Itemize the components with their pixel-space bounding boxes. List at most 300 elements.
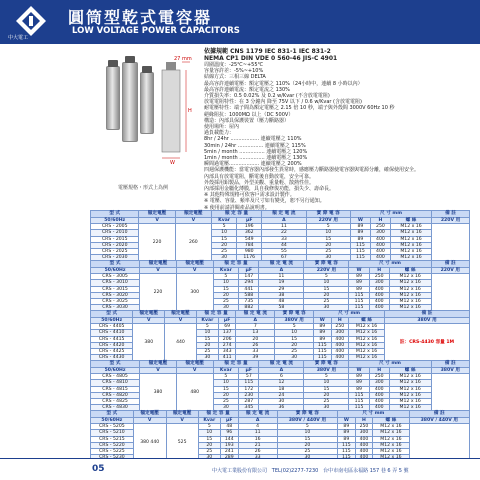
table-cell: 57 xyxy=(239,374,259,380)
page-number: 05 xyxy=(92,464,105,474)
table-cell: 11 xyxy=(238,430,277,436)
table-cell: M12 x 16 xyxy=(389,280,431,286)
logo-text: 中大電工 xyxy=(8,35,29,41)
table-cell xyxy=(409,424,469,461)
spec-line: 耐電壓特性：端子間為額定電壓之 2.15 倍 10 秒，端子與外殼間 3000V 60Hz 10 秒 xyxy=(204,105,395,112)
table-cell: 25 xyxy=(211,249,236,255)
standard-line: 依據規範 CNS 1179 IEC 831-1 IEC 831-2 xyxy=(204,48,331,55)
table-header-cell: 型 式 xyxy=(91,261,140,268)
table-header-cell: 型 式 xyxy=(91,211,139,218)
table-cell: 10 xyxy=(277,430,337,436)
table-cell: 220 xyxy=(140,274,177,311)
table-header-cell: μF xyxy=(237,218,262,224)
table-cell: 15 xyxy=(304,386,349,392)
table-cell: 172 xyxy=(239,386,259,392)
table-cell: 11 xyxy=(262,224,306,230)
table-header-cell: 50/60Hz xyxy=(91,318,133,324)
table-header-cell: 型 式 xyxy=(91,311,133,318)
spec-line: 最高容許連續電壓：額定電壓之 110%（24小時中，連續 8 小時以內） xyxy=(204,80,363,87)
table-cell: 39 xyxy=(236,355,275,361)
table-cell: 20 xyxy=(213,392,239,398)
table-header-cell: 380V / 440V 用 xyxy=(409,418,469,424)
table-cell: M12 x 16 xyxy=(373,436,409,442)
table-header-cell: 實 際 電 容 xyxy=(304,361,349,368)
table-cell: 300 xyxy=(176,274,213,311)
table-cell: M12 x 16 xyxy=(373,430,409,436)
table-cell: 115 xyxy=(350,249,370,255)
table-cell: 25 xyxy=(306,249,350,255)
table-cell: 註：CRS-4430 容量 1M xyxy=(385,324,470,361)
table-header-cell: W xyxy=(338,418,356,424)
table-header-cell: 380V 用 xyxy=(385,318,470,324)
table-cell: 15 xyxy=(275,336,314,342)
dimension-top-label: 27 mm xyxy=(174,56,192,62)
table-cell xyxy=(432,224,470,261)
spec-list xyxy=(204,62,474,211)
table-header-cell: 型 式 xyxy=(91,361,140,368)
table-cell: 89 xyxy=(349,286,369,292)
table-cell: M12 x 16 xyxy=(373,442,409,448)
table-cell: CRS - 2025 xyxy=(91,249,139,255)
table-cell: 400 xyxy=(369,305,389,311)
table-cell: M12 x 16 xyxy=(349,330,385,336)
table-header-cell: W xyxy=(349,268,369,274)
table-cell: 400 xyxy=(369,386,389,392)
table-cell: CRS - 4405 xyxy=(91,324,133,330)
table-cell: 250 xyxy=(355,424,373,430)
table-cell: 25 xyxy=(304,299,349,305)
spec-line: ※ 電壓、容量、頻率及尺寸如有變更，恕不另行通知。 xyxy=(204,198,325,205)
table-header-cell: 額定電壓 xyxy=(166,411,198,418)
table-header-cell: 額 定 容 量 xyxy=(213,261,259,268)
table-cell: 69 xyxy=(218,324,235,330)
table-cell: 89 xyxy=(338,424,356,430)
table-cell: M12 x 16 xyxy=(390,230,431,236)
table-cell: CRS - 4820 xyxy=(91,392,140,398)
table-cell: 15 xyxy=(211,236,236,242)
table-cell: 400 xyxy=(369,392,389,398)
table-row xyxy=(91,274,470,280)
table-header-cell: 額定電壓 xyxy=(140,261,177,268)
spec-line: 四週保護機能：當電容器內部發生異常時，感應壓力斷路器使電容器與電源分離，確保使用安全。 xyxy=(204,167,420,174)
table-cell xyxy=(431,374,469,411)
table-cell: 241 xyxy=(220,449,238,455)
table-header-cell: 額定電壓 xyxy=(176,361,213,368)
table-cell: M12 x 16 xyxy=(389,299,431,305)
table-cell: 441 xyxy=(239,286,259,292)
table-cell: 274 xyxy=(218,342,235,348)
table-header-cell: 380V 用 xyxy=(275,318,314,324)
table-header-cell: A xyxy=(262,218,306,224)
table-cell: 89 xyxy=(350,224,370,230)
table-cell: 400 xyxy=(355,449,373,455)
table-cell: 1176 xyxy=(237,255,262,261)
table-header-cell: 螺 絲 xyxy=(349,318,385,324)
table-cell: 5 xyxy=(275,324,314,330)
table-cell: 18 xyxy=(259,386,304,392)
table-cell: 25 xyxy=(277,449,337,455)
company-logo-icon xyxy=(14,4,48,38)
table-cell: M12 x 16 xyxy=(390,242,431,248)
table-cell: 44 xyxy=(262,242,306,248)
table-cell: CRS - 4420 xyxy=(91,342,133,348)
table-header-cell: μF xyxy=(239,268,259,274)
table-cell: 15 xyxy=(213,386,239,392)
spec-line: 5min / month ................ 連續電壓之 120% xyxy=(204,148,308,155)
table-header-cell: 額定電壓 xyxy=(175,211,211,218)
table-cell: 10 xyxy=(304,380,349,386)
table-header-cell: 型 式 xyxy=(91,411,134,418)
table-cell: 20 xyxy=(306,242,350,248)
table-header-cell: 實 際 電 容 xyxy=(277,411,337,418)
table-cell: 89 xyxy=(338,436,356,442)
table-cell: 440 xyxy=(165,324,197,361)
table-cell: 89 xyxy=(350,230,370,236)
page-header xyxy=(0,0,480,44)
table-cell: CRS - 4430 xyxy=(91,355,133,361)
table-header-cell: 380V 用 xyxy=(304,368,349,374)
table-cell: 343 xyxy=(218,349,235,355)
dimension-width-label: W xyxy=(170,160,175,166)
table-cell: 5 xyxy=(196,324,218,330)
spec-table xyxy=(90,260,470,311)
table-header-cell: 50/60Hz xyxy=(91,268,140,274)
table-cell: 400 xyxy=(331,349,348,355)
table-header-cell: Kvar xyxy=(198,418,220,424)
table-cell: 30 xyxy=(259,399,304,405)
table-cell: 15 xyxy=(277,436,337,442)
table-cell: 300 xyxy=(355,430,373,436)
table-cell: 89 xyxy=(314,324,331,330)
table-header-cell: Kvar xyxy=(213,268,239,274)
table-cell: 48 xyxy=(220,424,238,430)
table-cell: 480 xyxy=(176,374,213,411)
table-cell: M12 x 16 xyxy=(389,405,431,411)
table-cell: 115 xyxy=(350,242,370,248)
table-header-cell: W xyxy=(314,318,331,324)
table-header-cell: H xyxy=(369,268,389,274)
page-subtitle: LOW VOLTAGE POWER CAPACITORS xyxy=(72,26,240,36)
table-cell: 137 xyxy=(218,330,235,336)
capacitor-image xyxy=(106,66,120,130)
table-cell: 5 xyxy=(213,374,239,380)
table-cell: 89 xyxy=(349,386,369,392)
table-cell: 345 xyxy=(239,405,259,411)
spec-line: 最高容許連續電流：額定電流之 130% xyxy=(204,86,290,93)
table-header-cell: 備 註 xyxy=(432,211,470,218)
table-header-cell: A xyxy=(236,318,275,324)
table-header-cell: 尺 寸 mm xyxy=(314,311,385,318)
table-cell: CRS - 3020 xyxy=(91,292,140,298)
diagram-caption: 電壓規格・形式上為例 xyxy=(118,185,169,191)
table-cell: 400 xyxy=(369,405,389,411)
table-header-cell: 額 定 電 流 xyxy=(259,361,304,368)
table-header-cell: 額定電壓 xyxy=(133,411,166,418)
table-cell xyxy=(431,274,469,311)
table-header-cell: 螺 絲 xyxy=(373,418,409,424)
table-cell: M12 x 16 xyxy=(390,224,431,230)
table-cell: M12 x 16 xyxy=(389,305,431,311)
table-cell: 115 xyxy=(349,392,369,398)
table-cell: 400 xyxy=(331,342,348,348)
table-cell: M12 x 16 xyxy=(389,399,431,405)
table-header-cell: 尺 寸 mm xyxy=(349,361,431,368)
table-header-cell: 尺 寸 mm xyxy=(349,261,431,268)
table-cell: 20 xyxy=(236,336,275,342)
table-cell: M12 x 16 xyxy=(349,355,385,361)
page-title: 圓筒型乾式電容器 xyxy=(68,8,213,27)
spec-section xyxy=(204,48,474,211)
table-header-cell: 220V 用 xyxy=(306,218,350,224)
table-cell: 33 xyxy=(262,236,306,242)
table-cell: 115 xyxy=(314,355,331,361)
table-header-cell: 220V 用 xyxy=(304,268,349,274)
table-cell: 400 xyxy=(369,286,389,292)
table-cell: 30 xyxy=(213,305,239,311)
table-cell: 15 xyxy=(196,336,218,342)
table-cell: 206 xyxy=(218,336,235,342)
table-cell: CRS - 3015 xyxy=(91,286,140,292)
table-header-cell: Kvar xyxy=(213,368,239,374)
table-cell: 21 xyxy=(238,442,277,448)
table-cell: 11 xyxy=(259,274,304,280)
table-cell: 19 xyxy=(259,280,304,286)
table-cell: M12 x 16 xyxy=(349,324,385,330)
table-header-cell: V xyxy=(165,318,197,324)
table-cell: 193 xyxy=(220,442,238,448)
table-header-cell: 尺 寸 mm xyxy=(350,211,431,218)
table-cell: 89 xyxy=(349,274,369,280)
table-cell: 20 xyxy=(198,442,220,448)
table-header-cell: V xyxy=(176,368,213,374)
table-cell: 220 xyxy=(139,224,175,261)
table-cell: 25 xyxy=(275,349,314,355)
table-cell: 115 xyxy=(338,449,356,455)
table-cell: 549 xyxy=(237,236,262,242)
table-header-cell: 額 定 容 量 xyxy=(211,211,261,218)
table-cell: 25 xyxy=(196,349,218,355)
table-cell: CRS - 4815 xyxy=(91,386,140,392)
table-cell: M12 x 16 xyxy=(349,336,385,342)
table-header-cell: A xyxy=(259,268,304,274)
spec-line: 結線方式：三相三線 DELTA xyxy=(204,74,266,81)
table-header-cell: A xyxy=(259,368,304,374)
table-cell: 30 xyxy=(306,255,350,261)
table-row xyxy=(91,374,470,380)
table-header-cell: Kvar xyxy=(211,218,236,224)
table-cell: 89 xyxy=(338,430,356,436)
spec-line: 使用場所：屋內 xyxy=(204,124,240,131)
table-cell: M12 x 16 xyxy=(373,424,409,430)
table-cell: 20 xyxy=(211,242,236,248)
table-cell: 380 xyxy=(140,374,177,411)
page-footer xyxy=(0,458,480,480)
table-header-cell: 50/60Hz xyxy=(91,218,139,224)
table-cell: 89 xyxy=(350,236,370,242)
table-cell: 882 xyxy=(239,305,259,311)
table-cell: 260 xyxy=(175,224,211,261)
table-cell: 10 xyxy=(304,280,349,286)
table-cell: 5 xyxy=(306,224,350,230)
table-cell: 400 xyxy=(355,442,373,448)
table-cell: 300 xyxy=(369,280,389,286)
table-cell: 400 xyxy=(331,336,348,342)
table-cell: 30 xyxy=(275,355,314,361)
table-cell: 5 xyxy=(213,274,239,280)
table-cell: CRS - 3025 xyxy=(91,299,140,305)
table-cell: 250 xyxy=(369,374,389,380)
table-cell: 784 xyxy=(237,242,262,248)
table-cell: 6 xyxy=(259,374,304,380)
table-header-cell: 50/60Hz xyxy=(91,368,140,374)
table-cell: 12 xyxy=(259,380,304,386)
table-cell: 230 xyxy=(239,392,259,398)
table-header-cell: W xyxy=(350,218,370,224)
table-cell: 115 xyxy=(349,399,369,405)
table-cell: 89 xyxy=(349,374,369,380)
spec-line: 瞬間過電壓................... 連續電壓之 200% xyxy=(204,161,302,168)
table-header-cell: A xyxy=(238,418,277,424)
table-cell: 400 xyxy=(370,236,390,242)
table-cell: M12 x 16 xyxy=(390,236,431,242)
table-cell: CRS - 5210 xyxy=(91,430,134,436)
table-cell: CRS - 5220 xyxy=(91,442,134,448)
spec-line: 放電電阻特性：在 3 分鐘內 降至 75V 以下 / 0.6 w/Kvar (含放電電阻) xyxy=(204,99,362,106)
table-cell: 36 xyxy=(259,405,304,411)
table-cell: 115 xyxy=(349,305,369,311)
table-cell: 380 xyxy=(133,324,165,361)
table-cell: 25 xyxy=(304,399,349,405)
spec-line: 1min / month ................ 連續電壓之 130% xyxy=(204,155,308,162)
table-cell: 380 440 xyxy=(133,424,166,461)
table-cell: 735 xyxy=(239,299,259,305)
table-cell: 89 xyxy=(349,280,369,286)
spec-line: ※ 其他特殊規格可依客戶需求設計製作。 xyxy=(204,192,295,199)
table-cell: 25 xyxy=(213,399,239,405)
spec-line: 構造：內部具保護裝置（壓力斷路器） xyxy=(204,117,290,124)
table-header-cell: V xyxy=(140,368,177,374)
table-cell: 26 xyxy=(236,342,275,348)
table-cell: 115 xyxy=(314,342,331,348)
table-cell: M12 x 16 xyxy=(349,342,385,348)
table-header-cell: 額定電壓 xyxy=(140,361,177,368)
table-cell: 10 xyxy=(213,280,239,286)
table-cell: 400 xyxy=(369,292,389,298)
table-cell: 15 xyxy=(304,286,349,292)
table-cell: 144 xyxy=(220,436,238,442)
table-cell: 15 xyxy=(198,436,220,442)
table-cell: CRS - 4425 xyxy=(91,349,133,355)
capacitor-image xyxy=(140,72,154,134)
table-cell: 4 xyxy=(238,424,277,430)
table-cell: CRS - 4825 xyxy=(91,399,140,405)
spec-line: 內部採用金屬化薄膜，具自我修復功能，損失少、壽命長。 xyxy=(204,186,335,193)
table-header-cell: 螺 絲 xyxy=(390,218,431,224)
table-cell: CRS - 3010 xyxy=(91,280,140,286)
table-cell: 287 xyxy=(239,399,259,405)
table-cell: 115 xyxy=(314,349,331,355)
table-cell: 300 xyxy=(370,230,390,236)
table-header-cell: 額 定 電 流 xyxy=(236,311,275,318)
table-cell: 7 xyxy=(236,324,275,330)
table-cell: 300 xyxy=(331,330,348,336)
table-cell: 20 xyxy=(304,392,349,398)
table-cell: 26 xyxy=(238,449,277,455)
table-header-cell: 實 際 電 容 xyxy=(275,311,314,318)
table-cell: 400 xyxy=(370,255,390,261)
table-cell: 29 xyxy=(259,286,304,292)
table-cell: 38 xyxy=(259,292,304,298)
footer-tel: TEL(02)2277-7230 xyxy=(271,468,319,474)
table-header-cell: 額 定 容 量 xyxy=(213,361,259,368)
table-cell: 400 xyxy=(370,249,390,255)
table-cell: 48 xyxy=(259,299,304,305)
spec-line: 內部具有放電電阻，斷電後自動放電，安全可靠。 xyxy=(204,173,315,180)
table-cell: CRS - 2005 xyxy=(91,224,139,230)
table-header-cell: 額 定 電 流 xyxy=(262,211,306,218)
table-cell: 25 xyxy=(213,299,239,305)
table-header-cell: H xyxy=(370,218,390,224)
table-header-cell: 220V 用 xyxy=(432,218,470,224)
table-cell: 20 xyxy=(275,342,314,348)
table-header-cell: 備 註 xyxy=(431,361,469,368)
table-cell: 980 xyxy=(237,249,262,255)
table-cell: 115 xyxy=(350,255,370,261)
table-cell: 30 xyxy=(304,305,349,311)
table-header-cell: 220V 用 xyxy=(431,268,469,274)
table-cell: 294 xyxy=(239,280,259,286)
table-cell: CRS - 4830 xyxy=(91,405,140,411)
table-header-cell: μF xyxy=(218,318,235,324)
table-header-cell: μF xyxy=(220,418,238,424)
table-cell: 400 xyxy=(370,242,390,248)
table-cell: 10 xyxy=(306,230,350,236)
table-cell: CRS - 2030 xyxy=(91,255,139,261)
product-diagram xyxy=(100,52,194,152)
table-cell: 58 xyxy=(259,305,304,311)
table-cell: 5 xyxy=(277,424,337,430)
spec-line: ※ 使用前請詳閱產品說明書。 xyxy=(204,204,270,211)
table-header-cell: 實 際 電 容 xyxy=(306,211,350,218)
table-header-cell: 備 註 xyxy=(409,411,469,418)
table-cell: 20 xyxy=(277,442,337,448)
footer-address: 台中市南屯區永福路 157 巷 6 弄 5 號 xyxy=(323,468,409,474)
spec-line: 過負載能力： xyxy=(204,130,235,137)
table-cell: 89 xyxy=(314,336,331,342)
table-cell: M12 x 16 xyxy=(389,292,431,298)
spec-line: 30min / 24hr ................ 連續電壓之 115% xyxy=(204,142,306,149)
spec-line: 周圍溫度：-25℃~+55℃ xyxy=(204,62,264,68)
table-cell: 5 xyxy=(304,374,349,380)
table-header-cell: 380V / 440V 用 xyxy=(277,418,337,424)
spec-line: 8hr / 24hr .................. 連續電壓之 110% xyxy=(204,136,302,143)
table-cell: M12 x 16 xyxy=(373,449,409,455)
table-cell: 10 xyxy=(275,330,314,336)
table-cell: 24 xyxy=(259,392,304,398)
table-cell: CRS - 2010 xyxy=(91,230,139,236)
spec-line: 介質損失率：0.5 0.02% 及 0.2 w/Kvar (不含放電電阻) xyxy=(204,93,330,100)
table-cell: 30 xyxy=(304,405,349,411)
table-cell: 115 xyxy=(239,380,259,386)
spec-table xyxy=(90,360,470,411)
dimension-height-label: H xyxy=(188,108,192,114)
footer-company: 中大電工業股份有限公司 xyxy=(212,468,268,474)
table-cell: 16 xyxy=(238,436,277,442)
table-cell: 10 xyxy=(213,380,239,386)
table-cell: 362 xyxy=(237,230,262,236)
table-cell: 400 xyxy=(369,299,389,305)
table-cell: 525 xyxy=(166,424,198,461)
